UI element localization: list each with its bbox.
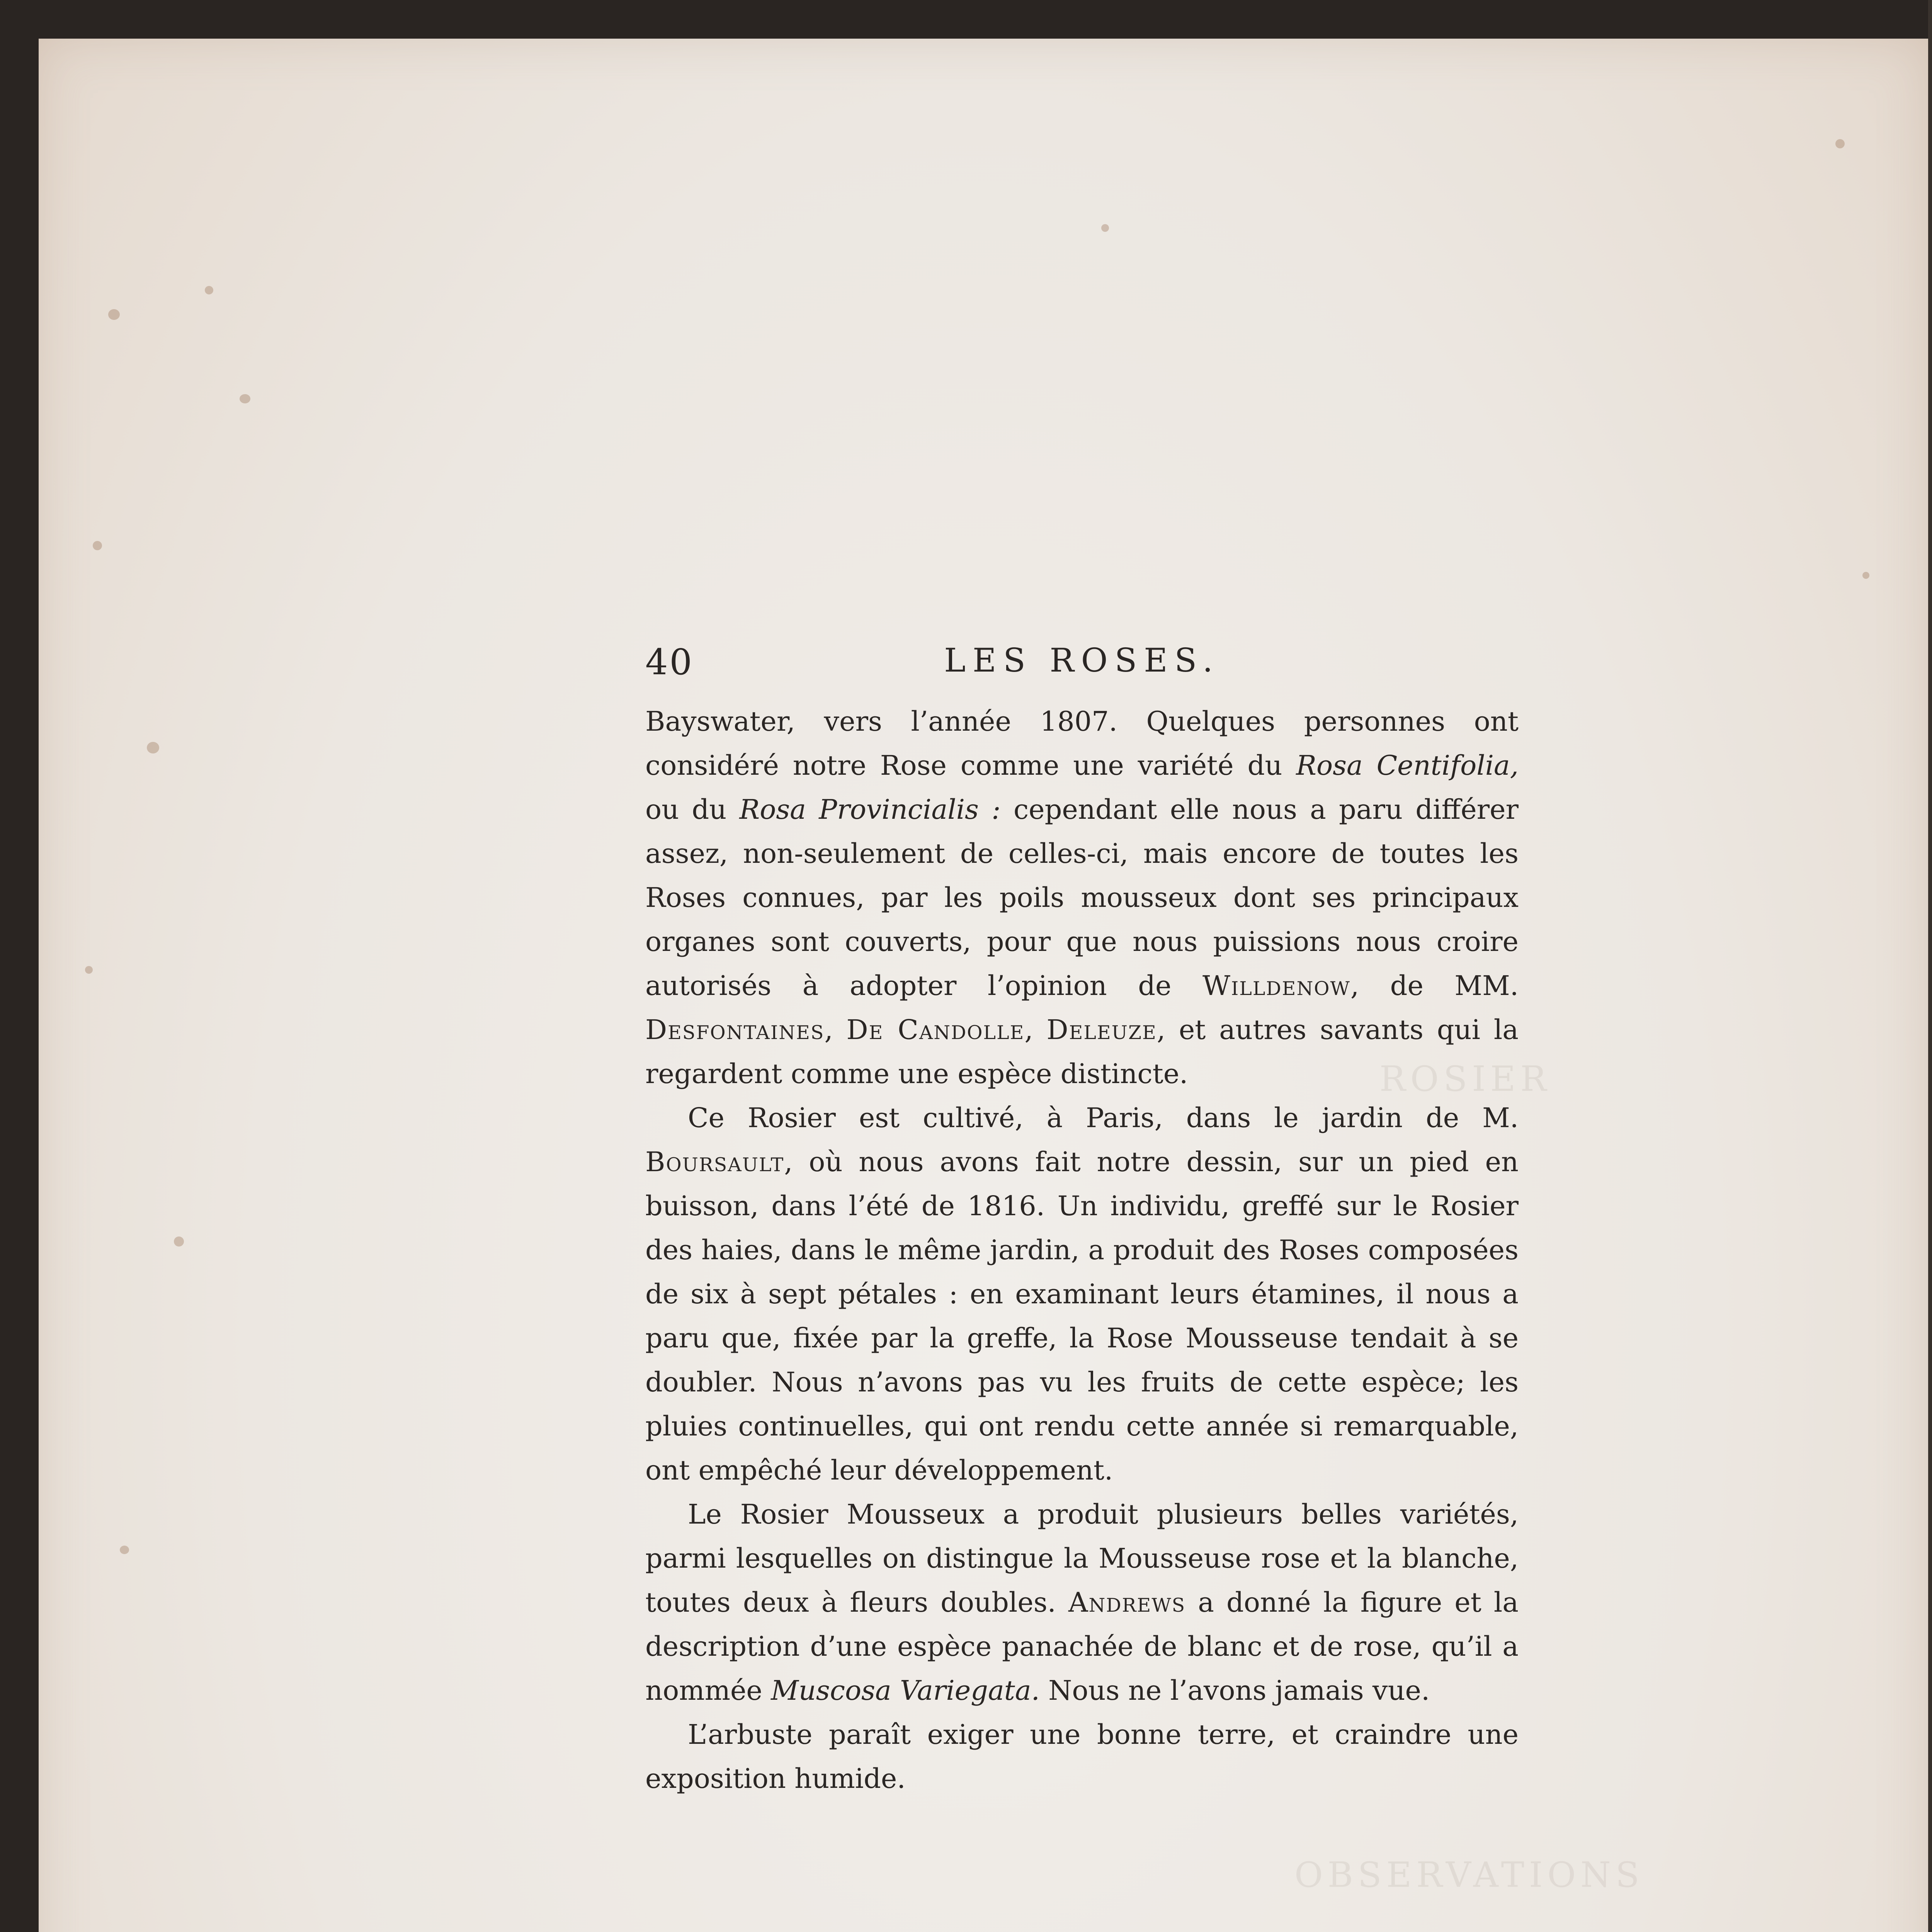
text-run: a donné la figure et la description d’une espèce panachée de blanc et de rose, qu’il a nommée	[645, 1587, 1519, 1706]
text-run: ou du	[645, 794, 740, 825]
paragraph	[645, 1713, 1519, 1801]
author-name: De Candolle	[846, 1014, 1025, 1046]
author-name: Deleuze	[1046, 1014, 1157, 1046]
text-run: Nous ne l’avons jamais vue.	[1039, 1675, 1430, 1706]
foxing-spot	[93, 541, 102, 550]
text-run: , de MM.	[1350, 970, 1519, 1002]
italic-text: Rosa Provincialis :	[739, 794, 1001, 825]
text-run: ,	[1024, 1014, 1047, 1046]
page-number: 40	[645, 641, 694, 683]
text-run: cependant elle nous a paru différer assez, non-seulement de celles-ci, mais encore de toutes les Roses connues, par les poils mousseux dont ses principaux organes sont couverts, pour que nous puissions nous croire autorisés à adopter l’opinion de	[645, 794, 1519, 1002]
show-through-text: OBSERVATIONS	[1294, 1855, 1644, 1895]
author-name: Andrews	[1068, 1587, 1186, 1618]
foxing-spot	[147, 742, 159, 753]
text-run: Bayswater, vers l’année 1807. Quelques personnes ont considéré notre Rose comme une variété du	[645, 706, 1519, 781]
foxing-spot	[120, 1546, 129, 1554]
paragraph	[645, 699, 1519, 1096]
author-name: Desfontaines	[645, 1014, 825, 1046]
running-title: LES ROSES.	[944, 641, 1220, 679]
text-run: L’arbuste paraît exiger une bonne terre, et craindre une exposition humide.	[645, 1719, 1519, 1794]
foxing-spot	[205, 286, 213, 294]
text-run: , et autres savants qui la regardent comme une espèce distincte.	[645, 1014, 1519, 1090]
body-text	[645, 699, 1519, 1801]
text-run: , où nous avons fait notre dessin, sur un pied en buisson, dans l’été de 1816. Un individu, greffé sur le Rosier des haies, dans le même jardin, a produit des Roses composées de six à sept pétales : en examinant leurs étamines, il nous a paru que, fixée par la greffe, la Rose Mousseuse tendait à se doubler. Nous n’avons pas vu les fruits de cette espèce; les pluies continuelles, qui ont rendu cette année si remarquable, ont empêché leur développement.	[645, 1146, 1519, 1486]
book-spine-edge	[1928, 0, 1932, 1932]
show-through-text: ROSIER	[1379, 1059, 1551, 1099]
text-run: ,	[824, 1014, 847, 1046]
paragraph	[645, 1492, 1519, 1713]
italic-text: Muscosa Variegata.	[771, 1675, 1040, 1706]
foxing-spot	[1101, 224, 1109, 232]
paragraph	[645, 1096, 1519, 1492]
author-name: Willdenow	[1202, 970, 1350, 1002]
foxing-spot	[174, 1236, 184, 1247]
text-run: Le Rosier Mousseux a produit plusieurs belles variétés, parmi lesquelles on distingue la Mousseuse rose et la blanche, toutes deux à fleurs doubles.	[645, 1498, 1519, 1618]
foxing-spot	[108, 309, 120, 320]
text-run: Ce Rosier est cultivé, à Paris, dans le jardin de M.	[688, 1102, 1519, 1134]
author-name: Boursault	[645, 1146, 784, 1178]
foxing-spot	[1835, 139, 1845, 148]
foxing-spot	[240, 394, 250, 403]
page-header	[645, 641, 1519, 684]
foxing-spot	[1862, 572, 1869, 579]
italic-text: Rosa Centifolia,	[1296, 750, 1519, 781]
foxing-spot	[85, 966, 93, 974]
